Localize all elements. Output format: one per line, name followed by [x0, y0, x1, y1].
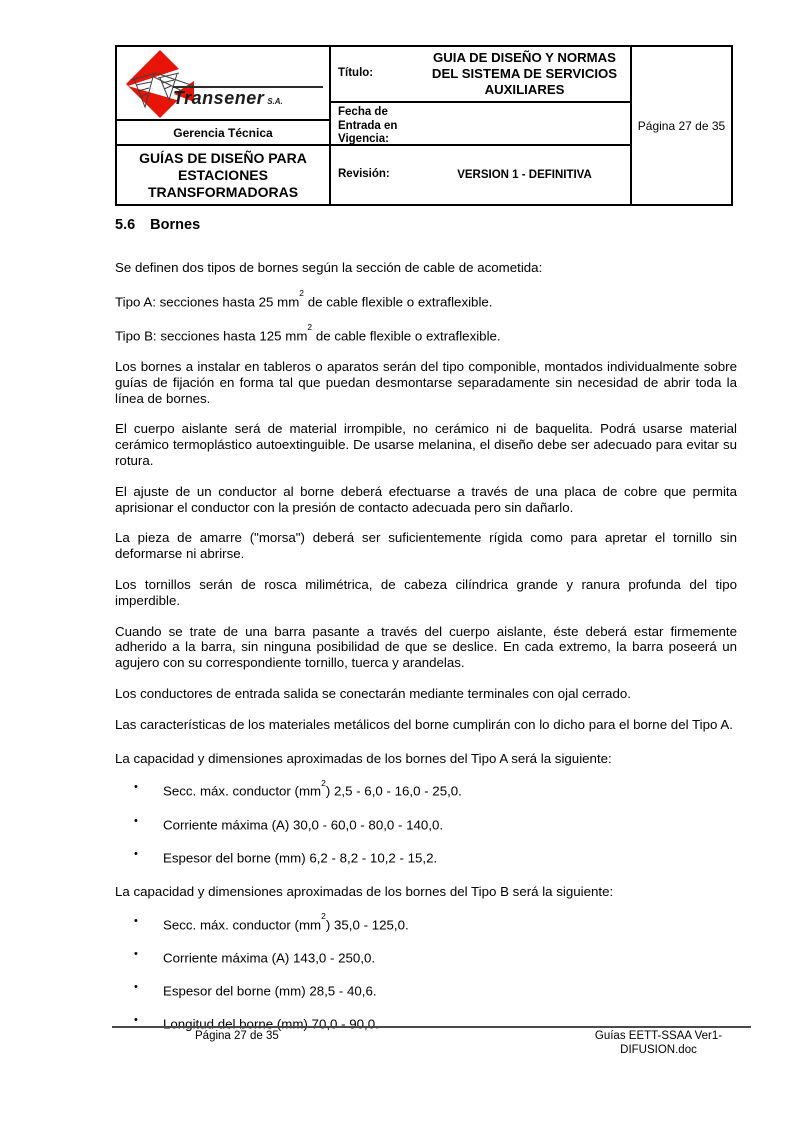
bullet-icon: • [134, 1014, 138, 1027]
paragraph: Los conductores de entrada salida se conectarán mediante terminales con ojal cerrado. [115, 685, 631, 701]
fecha-value [419, 103, 630, 144]
manual-title: GUÍAS DE DISEÑO PARA ESTACIONES TRANSFORMADORAS [139, 149, 307, 200]
list-item: • Secc. máx. conductor $(mm^2)$ 2,5 - 6,0 - 16,0 - 25,0. [115, 780, 737, 799]
paragraph: El ajuste de un conductor al borne deberá efectuarse a través de una placa de cobre que permita aprisionar el conductor con la presión de contacto adecuada pero sin dañarlo. [115, 483, 737, 515]
list-item: • Espesor del borne (mm) 6,2 - 8,2 - 10,2 - 15,2. [115, 847, 737, 866]
page-indicator: Página 27 de 35 [637, 118, 726, 133]
paragraph: Se definen dos tipos de bornes según la sección de cable de acometida: [115, 259, 543, 275]
paragraph: Los bornes a instalar en tableros o aparatos serán del tipo componible, montados individualmente sobre guías de fijación en forma tal que puedan desmontarse separadamente sin necesidad de abrir toda la línea de bornes. [115, 359, 737, 406]
paragraph: La pieza de amarre ("morsa") deberá ser suficientemente rígida como para apretar el tornillo sin deformarse ni abrirse. [115, 530, 737, 562]
header-table [115, 45, 733, 206]
paragraph: Los tornillos serán de rosca milimétrica, de cabeza cilíndrica grande y ranura profunda del tipo imperdible. [115, 577, 737, 608]
fecha-label: Fecha de Entrada en Vigencia: [338, 106, 398, 145]
superscript: 2 [307, 322, 313, 333]
header-left-column [117, 47, 329, 204]
fecha-row [331, 103, 630, 146]
list-item: • Espesor del borne (mm) 28,5 - 40,6. [115, 980, 737, 999]
footer-page-number: Página 27 de 35 [195, 1030, 279, 1042]
paragraph: Las características de los materiales metálicos del borne cumplirán con lo dicho para el borne del Tipo A. [115, 716, 733, 732]
document-body [115, 205, 737, 1033]
list-item: • Corriente máxima (A) 30,0 - 60,0 - 80,0 - 140,0. [115, 814, 737, 833]
superscript: 2 [321, 777, 326, 788]
logo-cell [117, 47, 329, 121]
paragraph-tipo-a: Tipo A: secciones hasta 25 $mm^2$ de cable flexible o extraflexible. [115, 288, 493, 310]
list-item: • Corriente máxima (A) 143,0 - 250,0. [115, 947, 737, 966]
titulo-value: GUIA DE DISEÑO Y NORMAS DEL SISTEMA DE SERVICIOS AUXILIARES [431, 50, 618, 97]
list-item: • Secc. máx. conductor $(mm^2)$ 35,0 - 125,0. [115, 914, 737, 933]
paragraph: El cuerpo aislante será de material irrompible, no cerámico ni de baquelita. Podrá usarse material cerámico termoplástico autoextinguible. De usarse melanina, el diseño debe ser adecuado para evitar su rotura. [115, 421, 737, 469]
bullet-icon: • [134, 914, 138, 927]
bullet-icon: • [134, 981, 138, 994]
section-heading [115, 218, 737, 234]
header-middle-column [329, 47, 632, 204]
bullet-icon: • [134, 781, 138, 794]
bullet-icon: • [134, 814, 138, 827]
bullet-icon: • [134, 847, 138, 860]
list-b-intro: La capacidad y dimensiones aproximadas de los bornes del Tipo B será la siguiente: [115, 884, 614, 900]
section-number: 5.6 [115, 217, 136, 233]
superscript: 2 [299, 288, 305, 299]
paragraph-tipo-b: Tipo B: secciones hasta 125 $mm^2$ de cable flexible o extraflexible. [115, 322, 501, 344]
titulo-row [331, 47, 630, 103]
revision-row [331, 146, 630, 204]
footer [112, 1026, 751, 1056]
superscript: 2 [321, 911, 326, 922]
footer-doc-name: Guías EETT-SSAA Ver1- DIFUSION.doc [594, 1030, 723, 1056]
revision-label: Revisión: [338, 168, 390, 181]
list-item: • Longitud del borne (mm) 70,0 - 90,0. [115, 1013, 737, 1032]
list-a-intro: La capacidad y dimensiones aproximadas de los bornes del Tipo A será la siguiente: [115, 750, 612, 766]
brand-wordmark [173, 86, 323, 112]
paragraph: Cuando se trate de una barra pasante a través del cuerpo aislante, éste deberá estar firmemente adherido a la barra, sin ninguna posibilidad de que se deslice. En cada extremo, la barra poseerá un agujero con su correspondiente tornillo, tuerca y arandelas. [115, 623, 737, 671]
titulo-label: Título: [338, 67, 374, 80]
revision-value: VERSION 1 - DEFINITIVA [457, 169, 592, 181]
brand-name: Transener [173, 88, 265, 108]
department-label: Gerencia Técnica [117, 121, 329, 146]
section-title: Bornes [150, 217, 201, 233]
brand-suffix: S.A. [267, 97, 283, 106]
bullet-icon: • [134, 948, 138, 961]
